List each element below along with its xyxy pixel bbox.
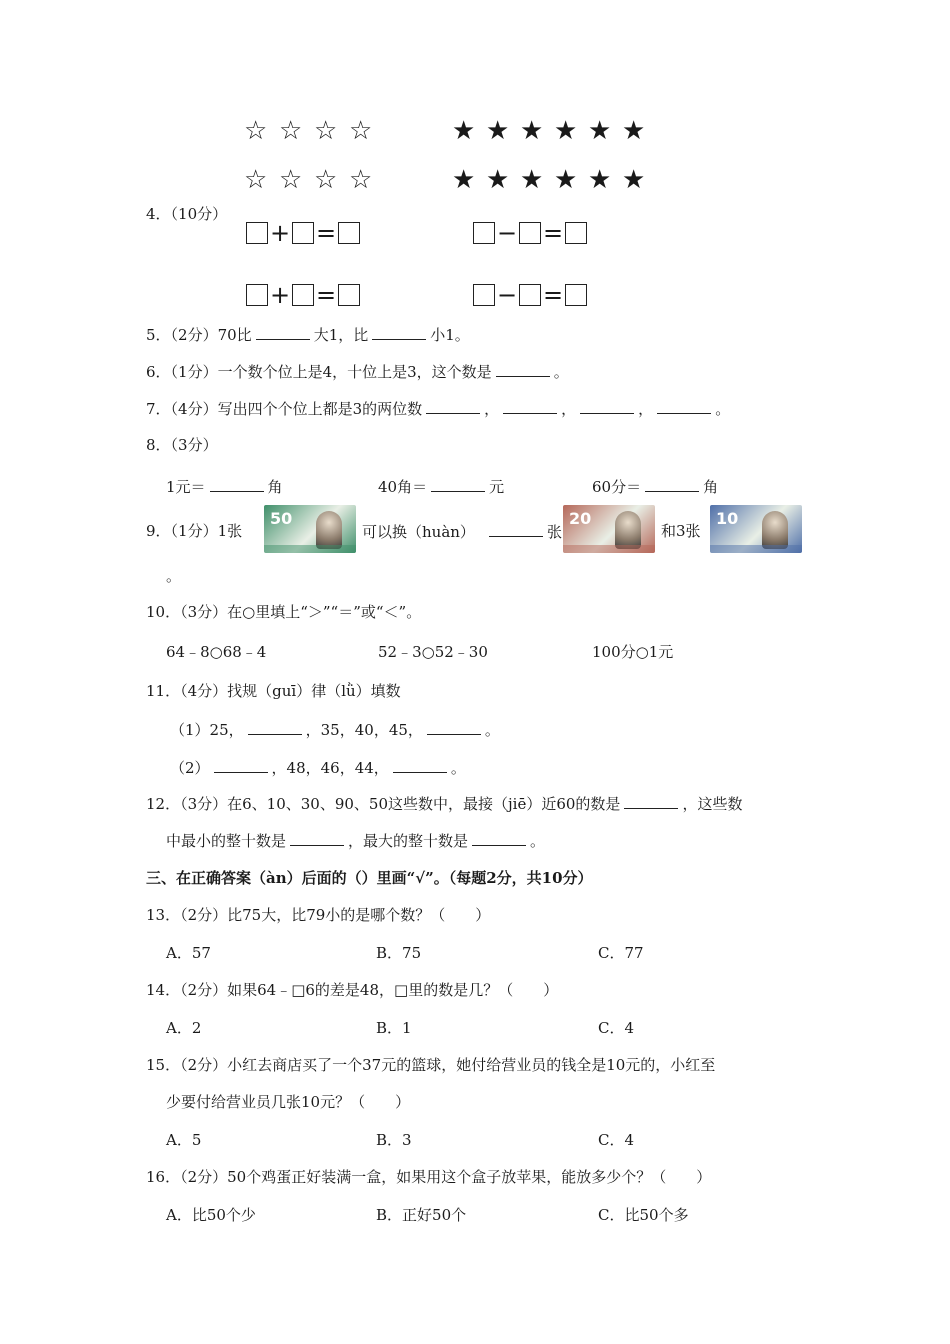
hollow-star-icon: ☆ bbox=[314, 116, 338, 146]
plus-sign: + bbox=[269, 219, 291, 247]
solid-star-icon: ★ bbox=[452, 165, 476, 195]
solid-star-icon: ★ bbox=[554, 165, 578, 195]
q9-and: 和3张 bbox=[661, 522, 701, 540]
minus-sign: − bbox=[496, 281, 518, 309]
q9-pre: 9．（1分）1张 bbox=[146, 522, 243, 540]
answer-box[interactable] bbox=[519, 284, 541, 306]
option-b[interactable]: B．3 bbox=[376, 1131, 412, 1149]
answer-blank[interactable] bbox=[431, 476, 485, 492]
answer-blank[interactable] bbox=[489, 521, 543, 537]
equals-sign: = bbox=[542, 219, 564, 247]
hollow-star-icon: ☆ bbox=[244, 165, 268, 195]
option-a[interactable]: A．5 bbox=[166, 1131, 202, 1149]
answer-blank[interactable] bbox=[210, 476, 264, 492]
answer-blank[interactable] bbox=[372, 324, 426, 340]
answer-blank[interactable] bbox=[290, 830, 344, 846]
answer-blank[interactable] bbox=[248, 719, 302, 735]
q16-stem: 16．（2分）50个鸡蛋正好装满一盒，如果用这个盒子放苹果，能放多少个？（ ） bbox=[146, 1168, 712, 1186]
q10-item: 64﹣8○68﹣4 bbox=[166, 643, 267, 661]
answer-box[interactable] bbox=[519, 222, 541, 244]
q8-item: 1元＝ 角 bbox=[166, 478, 283, 496]
q10-item: 52﹣3○52﹣30 bbox=[378, 643, 488, 661]
answer-blank[interactable] bbox=[645, 476, 699, 492]
q15-stem-line-2: 少要付给营业员几张10元？（ ） bbox=[166, 1093, 411, 1111]
answer-box[interactable] bbox=[292, 222, 314, 244]
answer-blank[interactable] bbox=[472, 830, 526, 846]
answer-blank[interactable] bbox=[256, 324, 310, 340]
answer-blank[interactable] bbox=[427, 719, 481, 735]
q13-stem: 13．（2分）比75大，比79小的是哪个数？（ ） bbox=[146, 906, 491, 924]
question-6: 6．（1分）一个数个位上是4，十位上是3，这个数是 。 bbox=[146, 363, 569, 381]
solid-star-icon: ★ bbox=[520, 165, 544, 195]
option-c[interactable]: C．比50个多 bbox=[598, 1206, 689, 1224]
answer-box[interactable] bbox=[565, 284, 587, 306]
q12-line-2: 中最小的整十数是 ，最大的整十数是 。 bbox=[166, 832, 546, 850]
option-a[interactable]: A．2 bbox=[166, 1019, 202, 1037]
answer-blank[interactable] bbox=[426, 398, 480, 414]
banknote-20-image: 20 bbox=[563, 505, 655, 553]
hollow-star-icon: ☆ bbox=[349, 116, 373, 146]
solid-star-icon: ★ bbox=[622, 165, 646, 195]
q4-label: 4．（10分） bbox=[146, 205, 228, 223]
q11-label: 11．（4分）找规（guī）律（lǜ）填数 bbox=[146, 682, 401, 700]
q14-stem: 14．（2分）如果64﹣□6的差是48，□里的数是几？（ ） bbox=[146, 981, 559, 999]
answer-blank[interactable] bbox=[657, 398, 711, 414]
option-c[interactable]: C．77 bbox=[598, 944, 644, 962]
hollow-star-icon: ☆ bbox=[314, 165, 338, 195]
portrait-image bbox=[316, 511, 342, 549]
solid-star-icon: ★ bbox=[486, 116, 510, 146]
solid-star-icon: ★ bbox=[554, 116, 578, 146]
question-7: 7．（4分）写出四个个位上都是3的两位数 ， ， ， 。 bbox=[146, 400, 731, 418]
answer-box[interactable] bbox=[473, 284, 495, 306]
addition-equation bbox=[246, 281, 360, 309]
q11-part-2: （2） ，48，46，44， 。 bbox=[170, 759, 466, 777]
banknote-50-image: 50 bbox=[264, 505, 356, 553]
hollow-star-icon: ☆ bbox=[279, 116, 303, 146]
portrait-image bbox=[762, 511, 788, 549]
q9-end: 。 bbox=[166, 567, 182, 585]
answer-box[interactable] bbox=[246, 222, 268, 244]
option-c[interactable]: C．4 bbox=[598, 1131, 635, 1149]
answer-blank[interactable] bbox=[496, 361, 550, 377]
answer-blank[interactable] bbox=[580, 398, 634, 414]
answer-box[interactable] bbox=[292, 284, 314, 306]
hollow-star-icon: ☆ bbox=[349, 165, 373, 195]
solid-star-icon: ★ bbox=[520, 116, 544, 146]
solid-star-icon: ★ bbox=[588, 165, 612, 195]
option-a[interactable]: A．57 bbox=[166, 944, 211, 962]
equals-sign: = bbox=[315, 219, 337, 247]
option-a[interactable]: A．比50个少 bbox=[166, 1206, 256, 1224]
equals-sign: = bbox=[542, 281, 564, 309]
q8-item: 60分＝ 角 bbox=[592, 478, 719, 496]
plus-sign: + bbox=[269, 281, 291, 309]
solid-star-icon: ★ bbox=[452, 116, 476, 146]
solid-star-icon: ★ bbox=[486, 165, 510, 195]
q11-part-1: （1）25， ，35，40，45， 。 bbox=[170, 721, 500, 739]
option-b[interactable]: B．正好50个 bbox=[376, 1206, 467, 1224]
answer-box[interactable] bbox=[338, 284, 360, 306]
q10-label: 10．（3分）在○里填上“＞”“＝”或“＜”。 bbox=[146, 603, 422, 621]
addition-equation bbox=[246, 219, 360, 247]
answer-blank[interactable] bbox=[624, 793, 678, 809]
banknote-10-image: 10 bbox=[710, 505, 802, 553]
q10-item: 100分○1元 bbox=[592, 643, 674, 661]
subtraction-equation bbox=[473, 219, 587, 247]
question-5: 5．（2分）70比 大1，比 小1。 bbox=[146, 326, 470, 344]
portrait-image bbox=[615, 511, 641, 549]
answer-blank[interactable] bbox=[214, 757, 268, 773]
subtraction-equation bbox=[473, 281, 587, 309]
answer-box[interactable] bbox=[338, 222, 360, 244]
solid-star-icon: ★ bbox=[622, 116, 646, 146]
answer-box[interactable] bbox=[246, 284, 268, 306]
q12-line-1: 12．（3分）在6、10、30、90、50这些数中，最接（jiē）近60的数是 ，这些数 bbox=[146, 795, 743, 813]
solid-star-icon: ★ bbox=[588, 116, 612, 146]
answer-box[interactable] bbox=[565, 222, 587, 244]
answer-blank[interactable] bbox=[393, 757, 447, 773]
minus-sign: − bbox=[496, 219, 518, 247]
section-3-title: 三、在正确答案（àn）后面的（）里画“√”。（每题2分，共10分） bbox=[146, 869, 593, 887]
hollow-star-icon: ☆ bbox=[279, 165, 303, 195]
answer-blank[interactable] bbox=[503, 398, 557, 414]
hollow-star-icon: ☆ bbox=[244, 116, 268, 146]
answer-box[interactable] bbox=[473, 222, 495, 244]
q8-label: 8．（3分） bbox=[146, 436, 218, 454]
option-c[interactable]: C．4 bbox=[598, 1019, 635, 1037]
equals-sign: = bbox=[315, 281, 337, 309]
q15-stem-line-1: 15．（2分）小红去商店买了一个37元的篮球，她付给营业员的钱全是10元的，小红至 bbox=[146, 1056, 716, 1074]
option-b[interactable]: B．75 bbox=[376, 944, 422, 962]
q8-item: 40角＝ 元 bbox=[378, 478, 505, 496]
option-b[interactable]: B．1 bbox=[376, 1019, 412, 1037]
q9-mid: 可以换（huàn） 张 bbox=[362, 523, 562, 541]
